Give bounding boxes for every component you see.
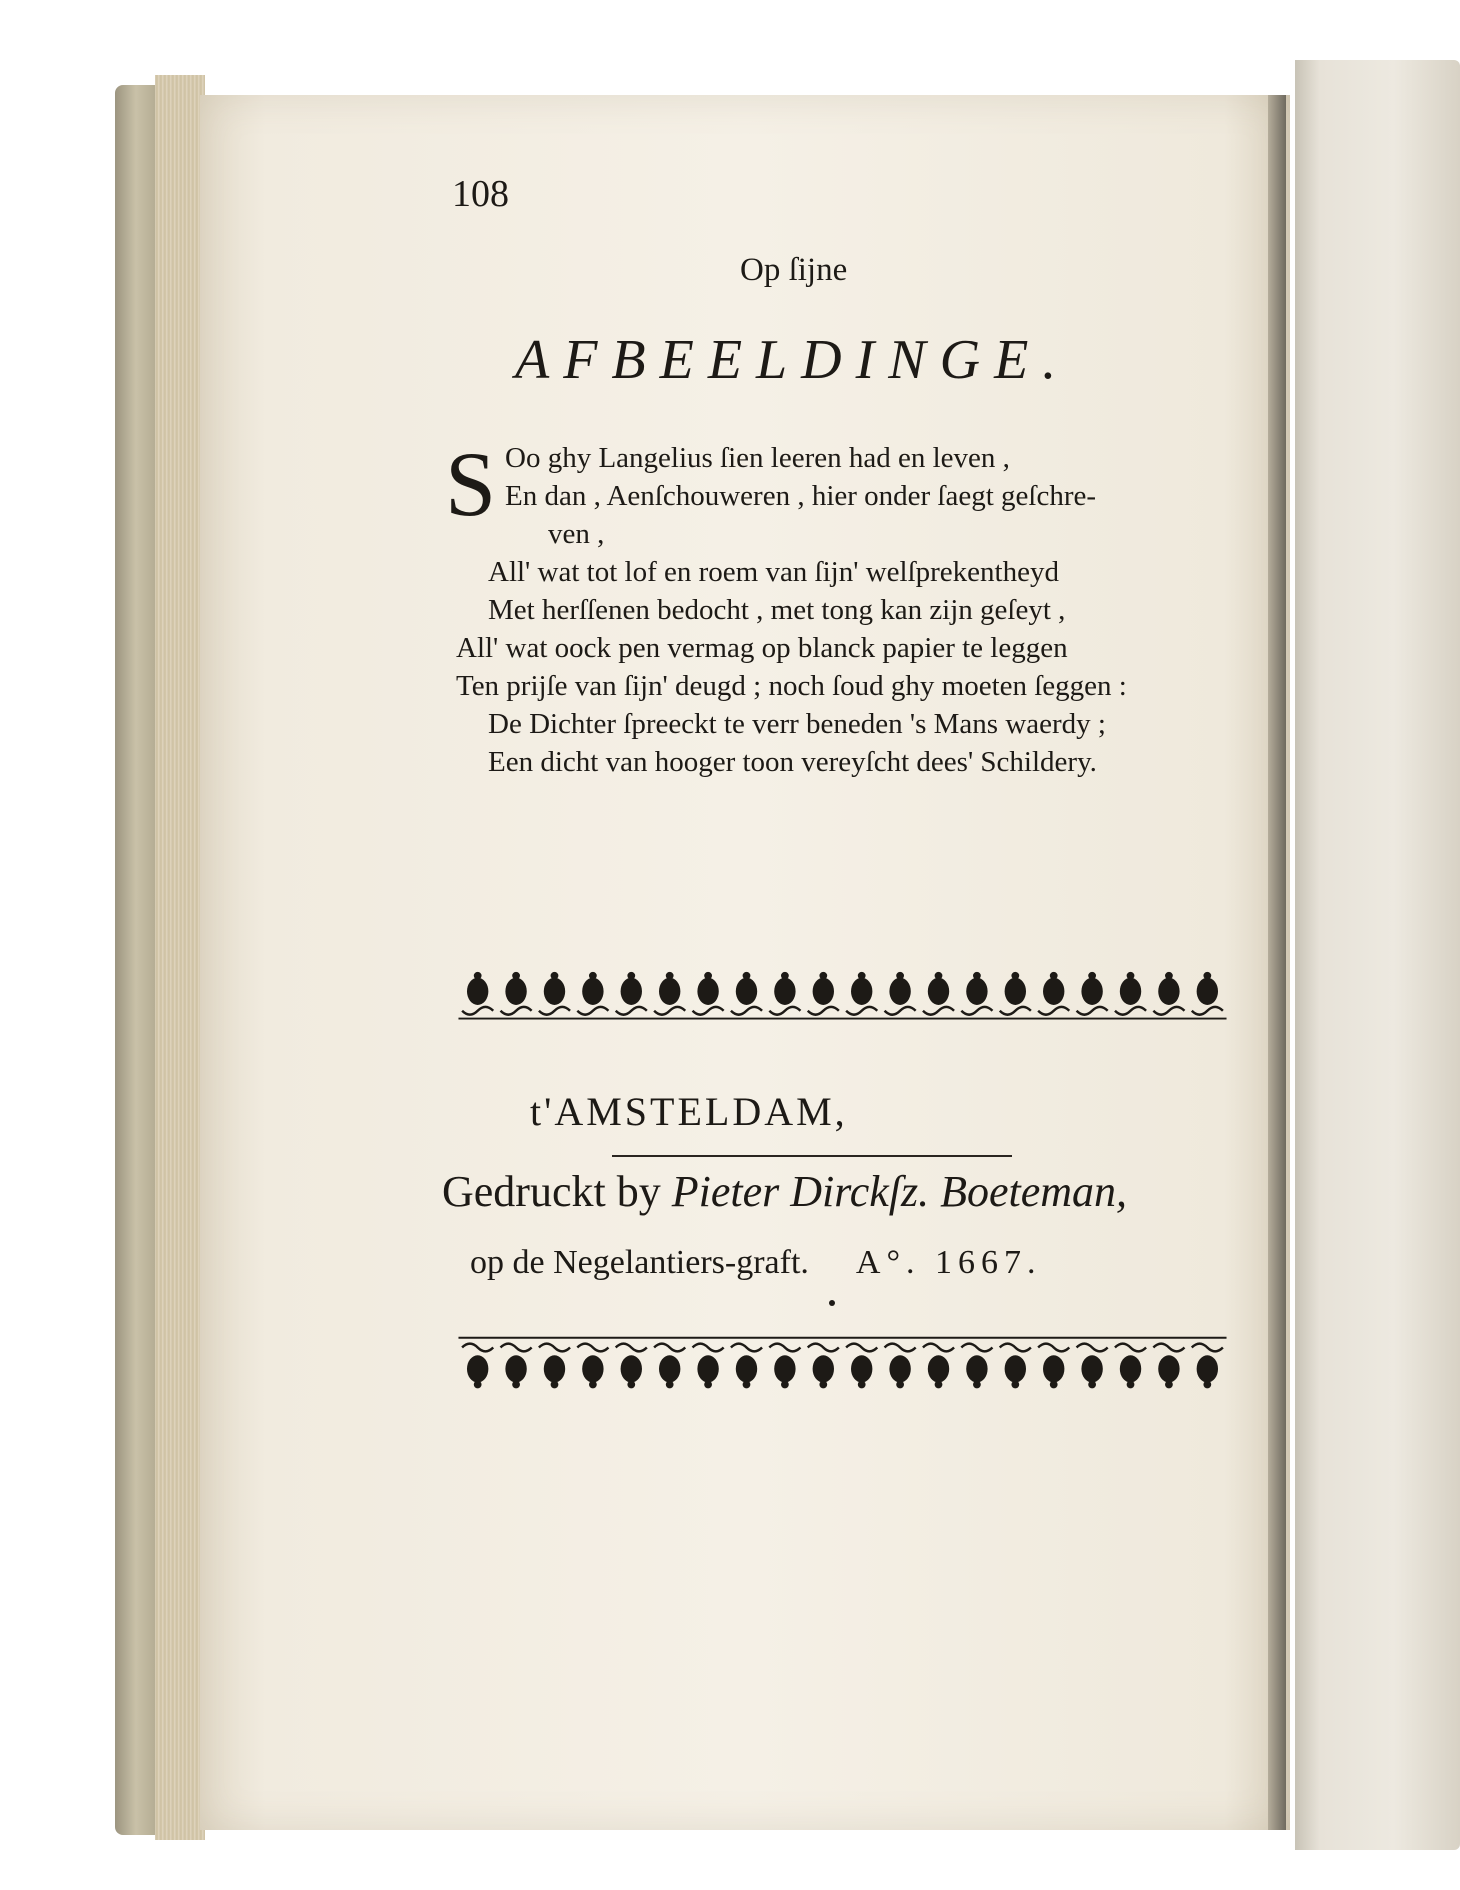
drop-cap: S bbox=[445, 433, 497, 535]
verse-line-7: Ten prijſe van ſijn' deugd ; noch ſoud ghy moeten ſeggen : bbox=[456, 670, 1127, 702]
facing-page bbox=[1295, 60, 1460, 1850]
fleuron-tip bbox=[1011, 1381, 1019, 1389]
fleuron-tip bbox=[474, 972, 482, 980]
fleuron-bud bbox=[774, 1355, 795, 1382]
fleuron-curl bbox=[923, 1007, 954, 1015]
fleuron-tip bbox=[973, 1381, 981, 1389]
verse-line-6: All' wat oock pen vermag op blanck papier te leggen bbox=[456, 632, 1068, 664]
verse-line-4: All' wat tot lof en roem van ſijn' welſprekentheyd bbox=[488, 556, 1059, 588]
fleuron-curl bbox=[961, 1007, 992, 1015]
fleuron-tip bbox=[935, 1381, 943, 1389]
fleuron-bud bbox=[582, 1355, 603, 1382]
fleuron-curl bbox=[1115, 1007, 1146, 1015]
fleuron-tip bbox=[704, 972, 712, 980]
fleuron-bud bbox=[889, 1355, 910, 1382]
fleuron-tip bbox=[1050, 1381, 1058, 1389]
fleuron-curl bbox=[1038, 1344, 1069, 1352]
fleuron-curl bbox=[1038, 1007, 1069, 1015]
fleuron-curl bbox=[885, 1344, 916, 1352]
fleuron-tip bbox=[973, 972, 981, 980]
fleuron-curl bbox=[616, 1344, 647, 1352]
fleuron-tip bbox=[627, 1381, 635, 1389]
fleuron-curl bbox=[1077, 1344, 1108, 1352]
fleuron-tip bbox=[781, 972, 789, 980]
fleuron-curl bbox=[577, 1344, 608, 1352]
fleuron-bud bbox=[544, 978, 565, 1005]
heading-large: AFBEELDINGE. bbox=[515, 329, 1071, 391]
fleuron-tip bbox=[781, 1381, 789, 1389]
verse-line-3: ven , bbox=[548, 518, 605, 550]
verse-line-2: En dan , Aenſchouweren , hier onder ſaegt geſchre- bbox=[505, 480, 1097, 512]
fleuron-curl bbox=[731, 1344, 762, 1352]
fleuron-tip bbox=[627, 972, 635, 980]
fleuron-bud bbox=[966, 1355, 987, 1382]
fleuron-bud bbox=[813, 978, 834, 1005]
fleuron-tip bbox=[1088, 972, 1096, 980]
imprint-year: A°. 1667. bbox=[855, 1244, 1042, 1281]
fleuron-bud bbox=[1158, 1355, 1179, 1382]
fleuron-bud bbox=[1120, 1355, 1141, 1382]
verse-line-8: De Dichter ſpreeckt te verr beneden 's Mans waerdy ; bbox=[488, 708, 1106, 740]
fleuron-bud bbox=[1005, 1355, 1026, 1382]
fleuron-curl bbox=[769, 1007, 800, 1015]
verse-line-9: Een dicht van hooger toon vereyſcht dees' Schildery. bbox=[488, 746, 1097, 778]
fleuron-tip bbox=[1165, 1381, 1173, 1389]
fleuron-tip bbox=[1050, 972, 1058, 980]
fleuron-tip bbox=[704, 1381, 712, 1389]
fleuron-bud bbox=[467, 978, 488, 1005]
fleuron-bud bbox=[889, 978, 910, 1005]
fleuron-curl bbox=[1153, 1344, 1184, 1352]
fleuron-tip bbox=[743, 1381, 751, 1389]
fleuron-curl bbox=[539, 1344, 570, 1352]
fleuron-curl bbox=[693, 1007, 724, 1015]
fleuron-curl bbox=[462, 1344, 493, 1352]
fleuron-bud bbox=[1197, 978, 1218, 1005]
fleuron-curl bbox=[808, 1344, 839, 1352]
fleuron-bud bbox=[659, 978, 680, 1005]
fleuron-bud bbox=[851, 1355, 872, 1382]
imprint-printer bbox=[442, 1166, 1127, 1217]
fleuron-bud bbox=[505, 1355, 526, 1382]
fleuron-curl bbox=[577, 1007, 608, 1015]
fleuron-bud bbox=[851, 978, 872, 1005]
fleuron-tip bbox=[474, 1381, 482, 1389]
fleuron-tip bbox=[858, 972, 866, 980]
fleuron-curl bbox=[923, 1344, 954, 1352]
fleuron-curl bbox=[539, 1007, 570, 1015]
fleuron-curl bbox=[1192, 1344, 1223, 1352]
fleuron-bud bbox=[736, 1355, 757, 1382]
fleuron-curl bbox=[846, 1007, 877, 1015]
fleuron-tip bbox=[819, 1381, 827, 1389]
fleuron-bud bbox=[697, 1355, 718, 1382]
fleuron-tip bbox=[858, 1381, 866, 1389]
fleuron-tip bbox=[896, 972, 904, 980]
fleuron-bud bbox=[582, 978, 603, 1005]
ornament-band-top bbox=[445, 968, 1240, 1038]
fleuron-curl bbox=[501, 1007, 532, 1015]
fleuron-tip bbox=[551, 1381, 559, 1389]
fleuron-bud bbox=[1043, 1355, 1064, 1382]
imprint-rule bbox=[612, 1155, 1012, 1157]
page-gutter bbox=[1268, 95, 1286, 1830]
fleuron-tip bbox=[666, 1381, 674, 1389]
fleuron-bud bbox=[1043, 978, 1064, 1005]
fleuron-bud bbox=[928, 1355, 949, 1382]
imprint-address: op de Negelantiers-graft. bbox=[470, 1244, 809, 1281]
fleuron-tip bbox=[1127, 972, 1135, 980]
verse-line-1: Oo ghy Langelius ſien leeren had en leven , bbox=[505, 442, 1010, 474]
fleuron-tip bbox=[743, 972, 751, 980]
ornament-band-bottom bbox=[445, 1330, 1240, 1400]
fleuron-curl bbox=[462, 1007, 493, 1015]
fleuron-tip bbox=[589, 1381, 597, 1389]
fleuron-curl bbox=[846, 1344, 877, 1352]
page-edges bbox=[155, 75, 205, 1840]
fleuron-curl bbox=[885, 1007, 916, 1015]
imprint-place: t'AMSTELDAM, bbox=[530, 1089, 848, 1134]
fleuron-tip bbox=[935, 972, 943, 980]
ornament-dot bbox=[829, 1300, 835, 1306]
heading-small: Op ſijne bbox=[740, 252, 848, 288]
fleuron-bud bbox=[774, 978, 795, 1005]
fleuron-bud bbox=[813, 1355, 834, 1382]
fleuron-tip bbox=[1203, 1381, 1211, 1389]
fleuron-bud bbox=[505, 978, 526, 1005]
fleuron-bud bbox=[928, 978, 949, 1005]
fleuron-tip bbox=[1011, 972, 1019, 980]
fleuron-curl bbox=[769, 1344, 800, 1352]
fleuron-tip bbox=[1127, 1381, 1135, 1389]
fleuron-bud bbox=[544, 1355, 565, 1382]
fleuron-tip bbox=[512, 1381, 520, 1389]
fleuron-bud bbox=[1005, 978, 1026, 1005]
fleuron-tip bbox=[896, 1381, 904, 1389]
fleuron-bud bbox=[467, 1355, 488, 1382]
imprint-printer-prefix: Gedruckt by bbox=[442, 1167, 661, 1216]
fleuron-curl bbox=[731, 1007, 762, 1015]
fleuron-curl bbox=[1000, 1344, 1031, 1352]
fleuron-bud bbox=[966, 978, 987, 1005]
fleuron-curl bbox=[1077, 1007, 1108, 1015]
fleuron-curl bbox=[616, 1007, 647, 1015]
fleuron-tip bbox=[551, 972, 559, 980]
fleuron-curl bbox=[961, 1344, 992, 1352]
fleuron-tip bbox=[589, 972, 597, 980]
fleuron-curl bbox=[654, 1344, 685, 1352]
imprint-printer-name: Pieter Dirckſz. Boeteman, bbox=[671, 1167, 1128, 1216]
fleuron-curl bbox=[654, 1007, 685, 1015]
fleuron-bud bbox=[736, 978, 757, 1005]
fleuron-bud bbox=[1120, 978, 1141, 1005]
fleuron-curl bbox=[1153, 1007, 1184, 1015]
fleuron-curl bbox=[501, 1344, 532, 1352]
fleuron-tip bbox=[1165, 972, 1173, 980]
fleuron-tip bbox=[1088, 1381, 1096, 1389]
fleuron-bud bbox=[621, 1355, 642, 1382]
fleuron-tip bbox=[819, 972, 827, 980]
fleuron-bud bbox=[1081, 1355, 1102, 1382]
fleuron-tip bbox=[666, 972, 674, 980]
fleuron-tip bbox=[512, 972, 520, 980]
fleuron-bud bbox=[1197, 1355, 1218, 1382]
fleuron-bud bbox=[1158, 978, 1179, 1005]
fleuron-curl bbox=[808, 1007, 839, 1015]
fleuron-curl bbox=[1000, 1007, 1031, 1015]
verse-line-5: Met herſſenen bedocht , met tong kan zijn geſeyt , bbox=[488, 594, 1066, 626]
fleuron-curl bbox=[1115, 1344, 1146, 1352]
fleuron-bud bbox=[621, 978, 642, 1005]
fleuron-bud bbox=[659, 1355, 680, 1382]
fleuron-curl bbox=[1192, 1007, 1223, 1015]
fleuron-tip bbox=[1203, 972, 1211, 980]
page-number: 108 bbox=[452, 173, 509, 215]
fleuron-bud bbox=[1081, 978, 1102, 1005]
fleuron-curl bbox=[693, 1344, 724, 1352]
imprint-address-line bbox=[470, 1244, 1042, 1282]
fleuron-bud bbox=[697, 978, 718, 1005]
